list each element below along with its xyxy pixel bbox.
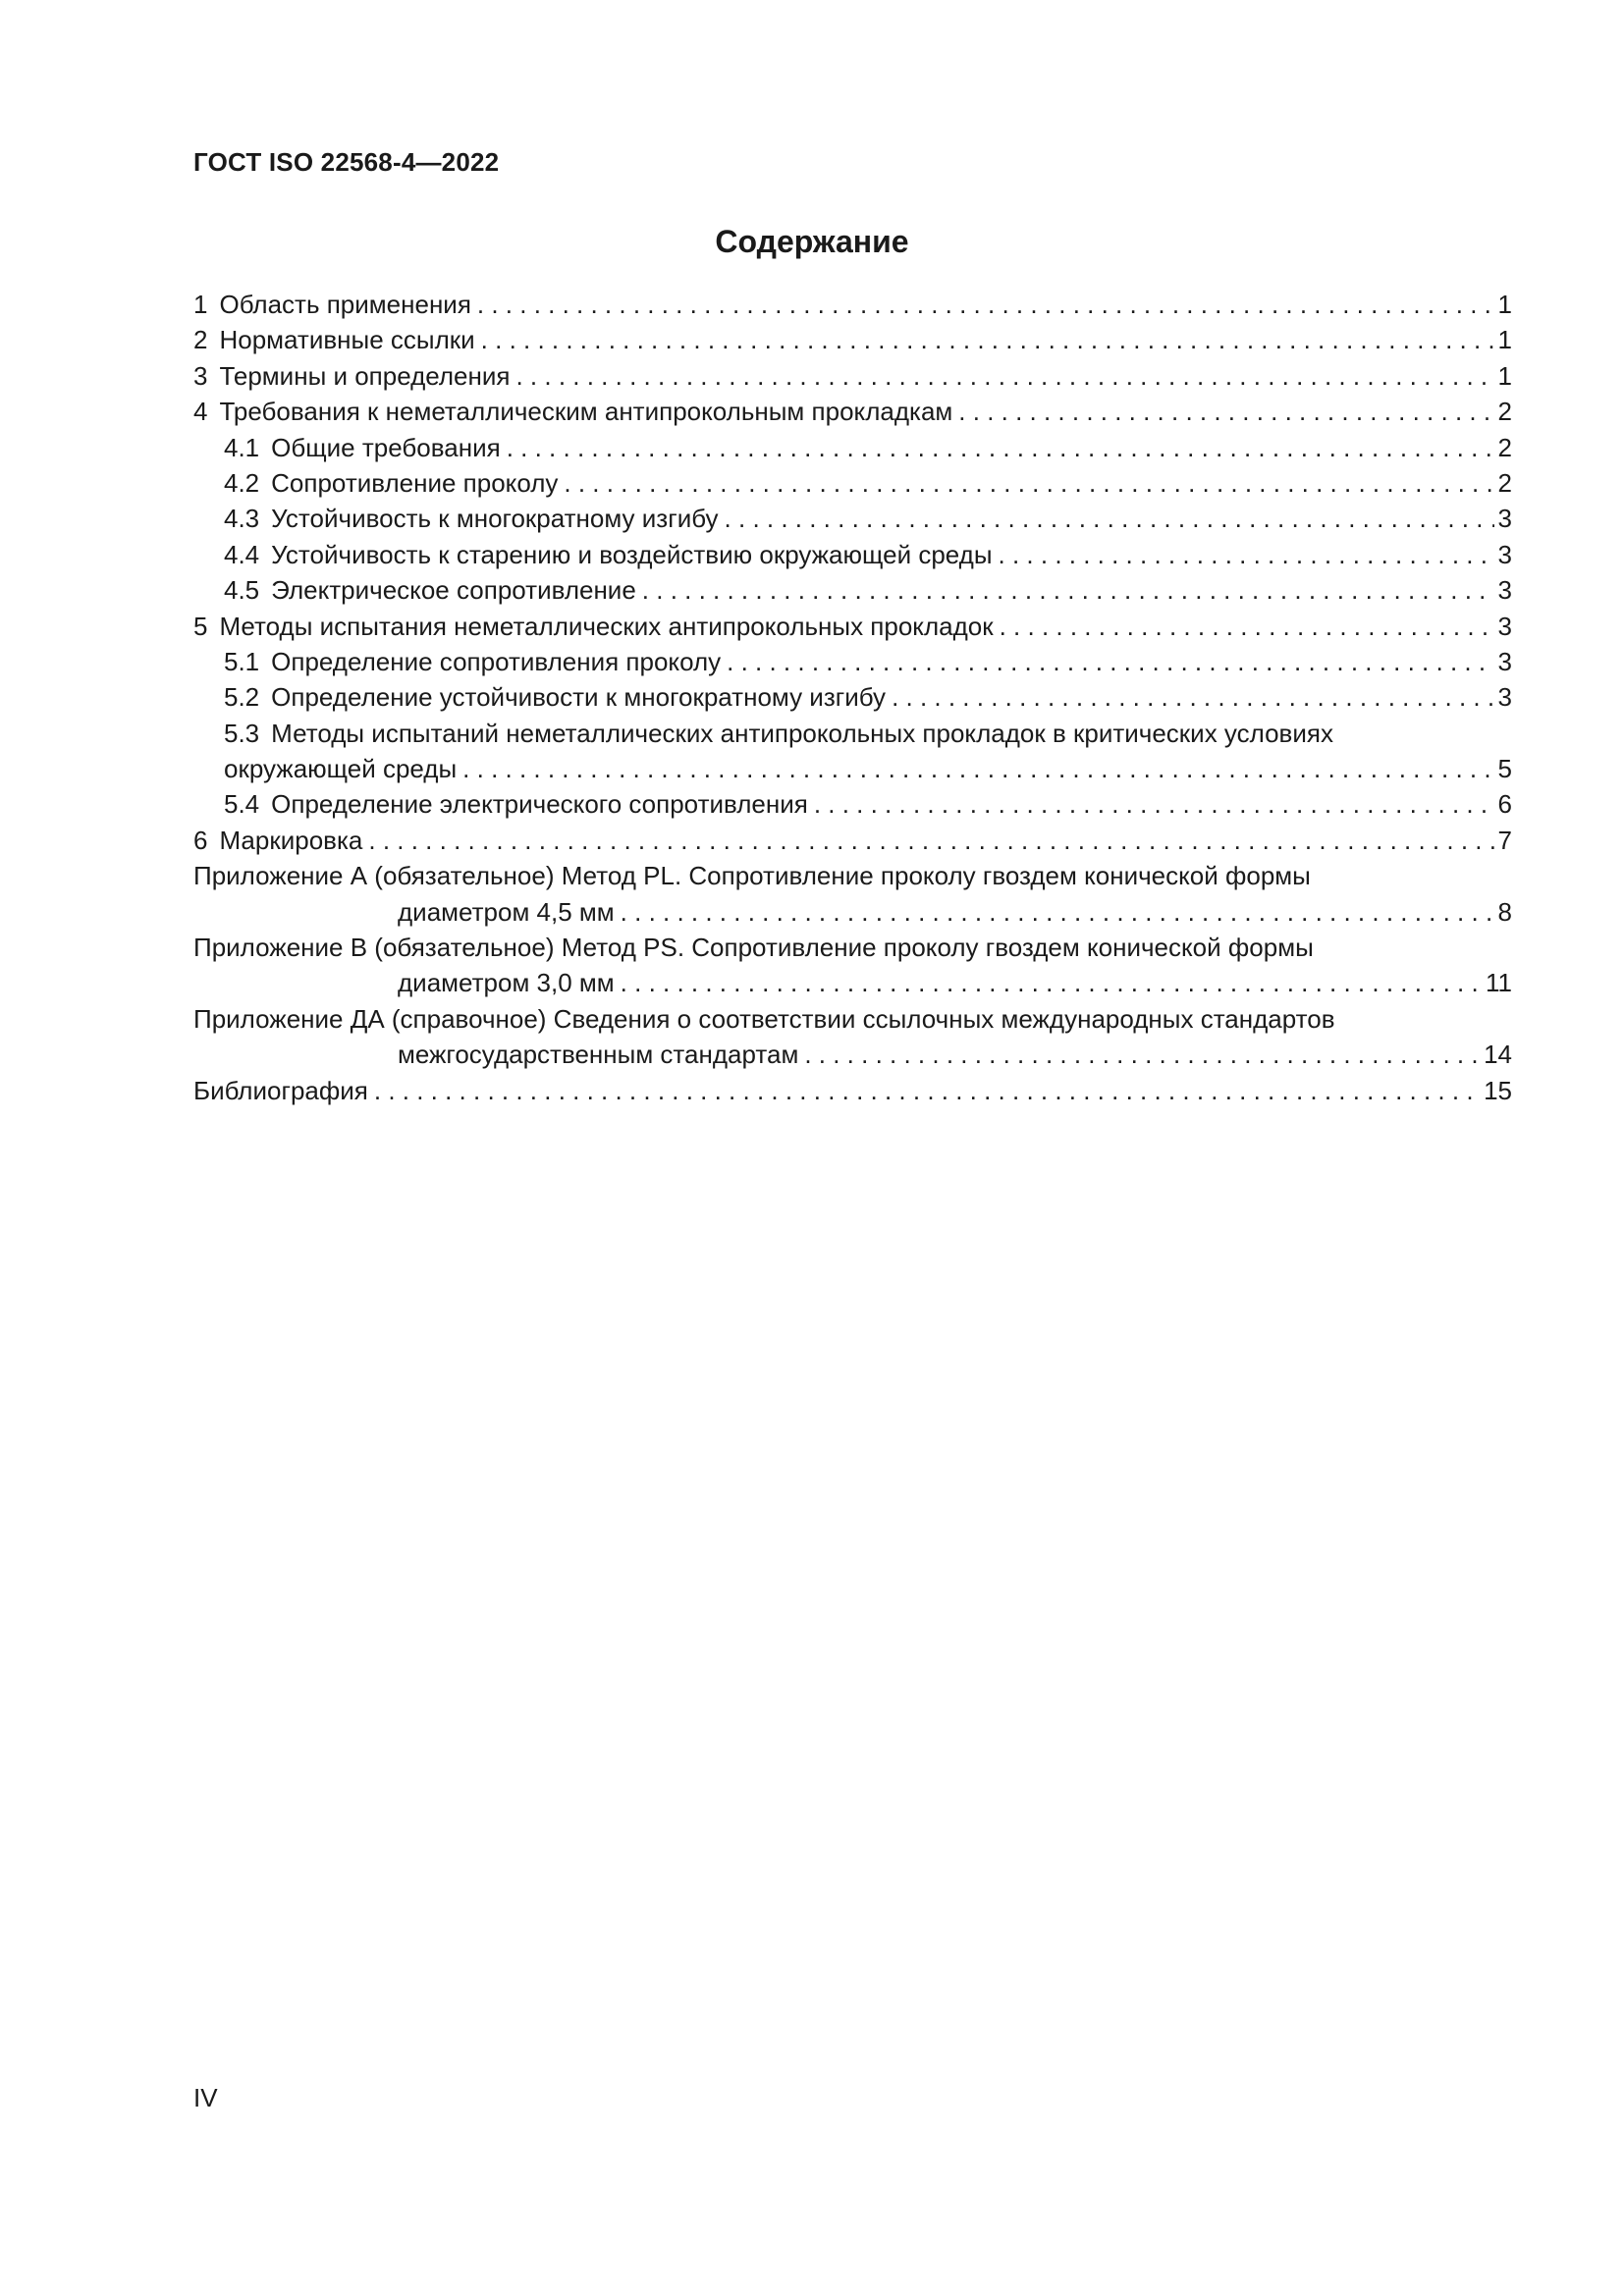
- toc-entry-continuation[interactable]: [193, 965, 1512, 1000]
- toc-entry-title: Приложение В (обязательное) Метод PS. Сопротивление проколу гвоздем конической формы: [193, 933, 1314, 963]
- toc-entry-title: Область применения: [219, 290, 471, 319]
- toc-entry-title: Термины и определения: [219, 360, 511, 391]
- toc-entry-page: 11: [1486, 968, 1512, 998]
- toc-entry-page: 2: [1497, 467, 1512, 498]
- toc-entry-title: Сопротивление проколу: [271, 467, 559, 498]
- toc-entry-title: Устойчивость к многократному изгибу: [271, 504, 719, 534]
- dot-leader: [892, 679, 1493, 715]
- toc-entry-page: 3: [1497, 611, 1512, 641]
- toc-entry[interactable]: [193, 679, 1512, 715]
- dot-leader: [374, 1073, 1480, 1108]
- toc-entry[interactable]: [193, 572, 1512, 608]
- dot-leader: [725, 501, 1494, 536]
- toc-entry-page: 1: [1497, 290, 1512, 319]
- toc-entry-number: 4.4: [224, 539, 260, 569]
- dot-leader: [481, 322, 1494, 357]
- toc-entry-title: Методы испытания неметаллических антипрокольных прокладок: [219, 611, 994, 641]
- toc-entry[interactable]: [193, 465, 1512, 501]
- dot-leader: [999, 537, 1494, 572]
- toc-entry-number: 5.2: [224, 682, 260, 713]
- dot-leader: [621, 965, 1482, 1000]
- toc-entry[interactable]: [193, 644, 1512, 679]
- toc-entry-title: Маркировка: [219, 825, 363, 855]
- toc-entry-page: 2: [1497, 432, 1512, 462]
- toc-entry[interactable]: [193, 394, 1512, 429]
- toc-entry-bibliography[interactable]: [193, 1073, 1512, 1108]
- toc-entry[interactable]: [193, 786, 1512, 822]
- dot-leader: [642, 572, 1494, 608]
- dot-leader: [804, 1037, 1480, 1072]
- toc-entry-title: Приложение ДА (справочное) Сведения о соответствии ссылочных международных стандартов: [193, 1003, 1335, 1034]
- toc-entry-title: Определение электрического сопротивления: [271, 789, 808, 820]
- toc-entry-continuation[interactable]: [193, 1037, 1512, 1072]
- toc-entry[interactable]: [193, 322, 1512, 357]
- toc-entry-page: 6: [1497, 789, 1512, 820]
- toc-entry-title-continued: диаметром 4,5 мм: [398, 896, 615, 927]
- toc-entry-appendix[interactable]: [193, 930, 1512, 965]
- toc-entry-number: 5.4: [224, 789, 260, 820]
- toc-entry-page: 3: [1497, 575, 1512, 606]
- toc-entry-number: 4.2: [224, 467, 260, 498]
- dot-leader: [368, 823, 1493, 858]
- toc-entry-number: 4.3: [224, 504, 260, 534]
- toc-entry-number: 2: [193, 325, 208, 355]
- toc-entry-page: 2: [1497, 397, 1512, 427]
- toc-entry-page: 15: [1484, 1075, 1512, 1105]
- dot-leader: [462, 751, 1493, 786]
- toc-entry-number: 1: [193, 290, 208, 319]
- toc-entry-number: 4.1: [224, 432, 260, 462]
- toc-entry[interactable]: [193, 823, 1512, 858]
- toc-entry-number: 5: [193, 611, 208, 641]
- toc-entry-page: 3: [1497, 682, 1512, 713]
- dot-leader: [515, 358, 1493, 394]
- toc-entry-number: 3: [193, 360, 208, 391]
- toc-entry-number: 5.3: [224, 718, 260, 748]
- toc-entry-number: 4.5: [224, 575, 260, 606]
- toc-entry-page: 7: [1497, 825, 1512, 855]
- toc-entry-number: 6: [193, 825, 208, 855]
- toc-entry[interactable]: [193, 501, 1512, 536]
- table-of-contents: [193, 287, 1512, 1108]
- toc-entry[interactable]: [193, 358, 1512, 394]
- dot-leader: [507, 430, 1494, 465]
- toc-entry-title: Общие требования: [271, 432, 501, 462]
- toc-entry-title-continued: окружающей среды: [224, 754, 458, 784]
- toc-entry-page: 14: [1484, 1040, 1512, 1070]
- toc-entry-page: 5: [1497, 754, 1512, 784]
- toc-entry-title-continued: межгосударственным стандартам: [398, 1040, 799, 1070]
- toc-entry-title: Определение сопротивления проколу: [271, 646, 722, 676]
- toc-entry-page: 1: [1497, 325, 1512, 355]
- toc-entry-page: 1: [1497, 360, 1512, 391]
- toc-entry-continuation[interactable]: [193, 894, 1512, 930]
- toc-entry-title: Устойчивость к старению и воздействию окружающей среды: [271, 539, 993, 569]
- dot-leader: [621, 894, 1494, 930]
- toc-entry-page: 3: [1497, 504, 1512, 534]
- toc-entry[interactable]: [193, 716, 1512, 751]
- toc-entry[interactable]: [193, 609, 1512, 644]
- toc-entry-appendix[interactable]: [193, 858, 1512, 893]
- toc-entry[interactable]: [193, 430, 1512, 465]
- dot-leader: [477, 287, 1494, 322]
- document-code: ГОСТ ISO 22568-4—2022: [193, 147, 500, 177]
- toc-entry-title: Определение устойчивости к многократному изгибу: [271, 682, 887, 713]
- toc-entry-title: Электрическое сопротивление: [271, 575, 636, 606]
- dot-leader: [814, 786, 1494, 822]
- toc-entry-title: Методы испытаний неметаллических антипрокольных прокладок в критических условиях: [271, 718, 1333, 748]
- toc-entry-number: 4: [193, 397, 208, 427]
- dot-leader: [564, 465, 1493, 501]
- toc-entry-page: 8: [1497, 896, 1512, 927]
- toc-entry-page: 3: [1497, 646, 1512, 676]
- dot-leader: [1000, 609, 1494, 644]
- toc-entry-title: Библиография: [193, 1075, 368, 1105]
- toc-entry-number: 5.1: [224, 646, 260, 676]
- toc-entry-title: Приложение А (обязательное) Метод PL. Сопротивление проколу гвоздем конической формы: [193, 861, 1311, 891]
- toc-entry-continuation[interactable]: [193, 751, 1512, 786]
- dot-leader: [727, 644, 1493, 679]
- toc-title: Содержание: [715, 224, 909, 259]
- toc-entry[interactable]: [193, 537, 1512, 572]
- toc-entry-title: Нормативные ссылки: [219, 325, 475, 355]
- toc-entry-title: Требования к неметаллическим антипрокольным прокладкам: [219, 397, 953, 427]
- toc-entry[interactable]: [193, 287, 1512, 322]
- page-number: IV: [193, 2083, 218, 2112]
- dot-leader: [958, 394, 1493, 429]
- toc-entry-appendix[interactable]: [193, 1001, 1512, 1037]
- toc-entry-page: 3: [1497, 539, 1512, 569]
- toc-entry-title-continued: диаметром 3,0 мм: [398, 968, 615, 998]
